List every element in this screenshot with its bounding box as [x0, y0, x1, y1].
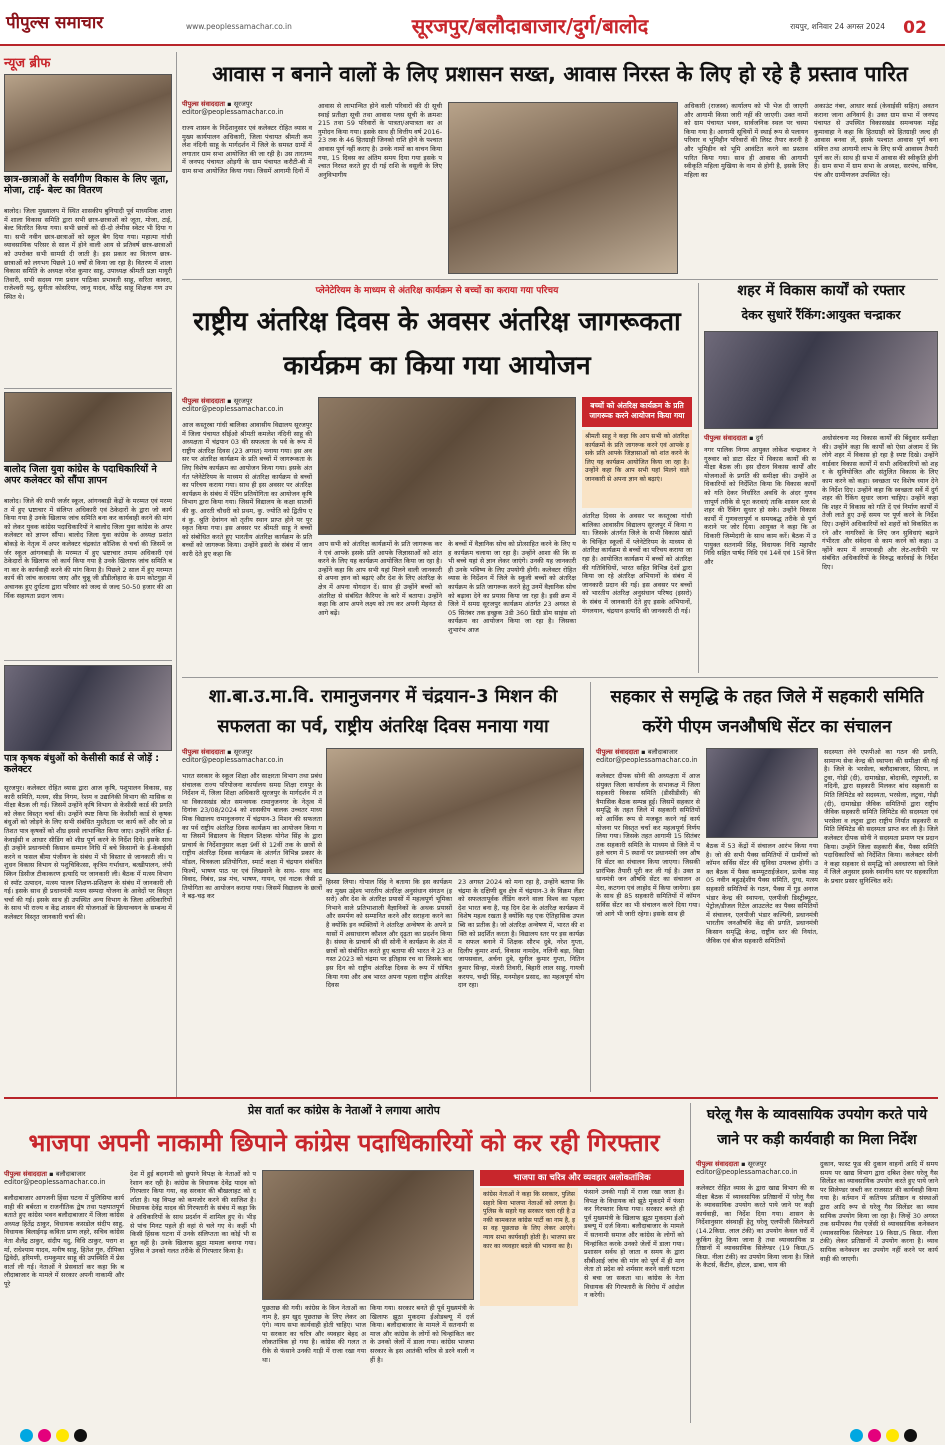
- space-byline: पीपुल्स संवाददाता ▪ सूरजपुर editor@peoplessamachar.co.in: [182, 397, 284, 413]
- brief-1-body: बालोद। जिला मुख्यालय में स्थित शासकीय बुनियादी पूर्व माध्यमिक शाला में शाला विकास समिति द्वारा सभी छात्र-छात्राओं को जूता, मोजा, टाई, बेल्ट वितरित किया गया। सभी छात्रों को दी-दो लेमीस स्वेटर भी दिया गया। सभी नवीन छात्र-छात्राओं को स्कूल बैग दिया गया। महात्मा गांधी व्यावसायिक परिसर से साल में होने वाली आय से प्रतिवर्ष छात्र-छात्राओं को उपरोक्त सभी सामग्री दी जाती है। इस प्रकार का वितरण छात्र-छात्राओं को लगभग पिछले 10 वर्षों से किया जा रहा है। वितरण में शाला विकास समिति के अध्यक्ष नरेश कुमार साहू, उपाध्यक्ष श्रीमती प्रज्ञा मायुरी तिवारी, सभी सदस्य गण प्रधान पाठिका प्रभावती साहू, सरिता कावरा, राजेश्वरी यदु, सुनीता कोसरिया, जानू यादव, थौरेंद्र साहू शिक्षक गण उपस्थित थे।: [4, 207, 175, 301]
- collector-meeting-photo: [4, 665, 172, 751]
- congress-headline: भाजपा अपनी नाकामी छिपाने कांग्रेस पदाधिकारियों को कर रही गिरफ्तार: [28, 1129, 660, 1157]
- column-divider: [590, 682, 591, 1092]
- gas-col-1: कलेक्टर रोहित व्यास के द्वारा खाद्य विभाग की समीक्षा बैठक में व्यावसायिक प्रतिष्ठानों में घरेलू गैस के व्यावसायिक उपयोग करते पाये जाने पर कड़ी कार्यवाही, का निर्देश दिया गया। शासन के निर्देशानुसार संस्थाहीं हेतु घरेलू एलपीजी सिलेण्डरों (14.2किग्रा. लाल टंकी) का उपयोग केवल घरों में कुकिंग हेतु किया जाना है तथा व्यावसायिक प्रतिष्ठानों में व्यावसायिक सिलेण्डर (19 किग्रा./5 किग्रा. नीला टंकी) का उपयोग किया जाना है। जिले के कैटर्स, कैंटीन, होटल, ढाबा, चाय की: [696, 1184, 817, 1270]
- brief-3-headline: पात्र कृषक बंधुओं को केसीसी कार्ड से जोड़ें : कलेक्टर: [4, 753, 160, 775]
- space-box-body: श्रीमती साहू ने कहा कि आप सभी को अंतरिक्ष कार्यक्रमों के प्रति जागरूक करने एवं आपके इसके प्रति आपके जिज्ञासाओं को शांत करने के लिए यह कार्यक्रम आयोजित किया जा रहा है। उन्होंने कहा कि आप सभी यहां मिलने वाले जानकारी से अपना ज्ञान को बढ़ाएं।: [582, 430, 692, 508]
- brief-3-body: सूरजपुर। कलेक्टर रोहित व्यास द्वारा आज कृषि, पशुपालन विकास, सहकारी समिति, मत्स्य, सीड निगम, रेशम व उद्यानिकी विभाग की मासिक समीक्षा बैठक ली गई। जिसमें उन्होंने कृषि विभाग से केसीसी कार्ड की प्रगति को लेकर विस्तृत चर्चा की। उन्होंने स्पष्ट किया कि केसीसी कार्ड से कृषक बंधुओं को जोड़ने के लिए सभी संबंधित मुस्तैदता पर कार्य करें और जो प्रतिशत पात्र कृषकों को शीघ्र इससे लाभान्वित किया जाए। उन्होंने लंबित ई-केवाईसी व आधार सीडिंग को शीघ्र पूर्ण करने के निर्देश दिये। इसके साथ ही उन्होंने प्रधानमंत्री किसान सम्मान निधि में बचे किसानों के ई-केवाईसी करने व फसल बीमा पंजीयन के संबंध में भी विस्तार से जानकारी ली। पशुधन विकास विभाग से पशुचिकित्सा, कृत्रिम गर्भाधान, बत्खीपालन, लंपी स्किन डिसीज टीकाकरण इत्यादि पर जानकारी ली। बैठक में मत्स्य विभाग से स्पॉट उत्पादन, मत्स्य पालन शिक्षण-प्रशिक्षण के संबंध में जानकारी ली गई। इसके साथ ही प्रधानमंत्री मत्स्य सम्पदा योजना के आवेदों पर विस्तृत चर्चा की गई। इसके साथ ही उपस्थित अन्य विभाग के जिला अधिकारियों के साथ भी राज्य व केंद्र शासन की योजनाओं के क्रियान्वयन के सम्बन्ध में कलेक्टर विस्तृत जानकारी चर्चा की।: [4, 784, 175, 921]
- space-col-3: के बच्चों में वैज्ञानिक सोच को प्रोत्साहित करने के लिए यह कार्यक्रम चलाया जा रहा है। उन्होंने आशा की कि सभी बच्चे यहां से ज्ञान लेकर जाएंगे। उनकी यह जानकारी ही उनके भविष्य के लिए उपयोगी होगी। कलेक्टर रोहित व्यास के निर्देशन में जिले के स्कूली बच्चों को अंतरिक्ष कार्यक्रम के प्रति जागरूक करने हेतु उनमें वैज्ञानिक सोच को बढ़ावा देने का प्रयास किया जा रहा है। इसी क्रम में जिले में समग्र सूरजपुर कार्यक्रम अंतर्गत 23 अगस्त से 05 सितंबर तक इच्छुक 3डी 360 डिग्री डोम साइंस शो कार्यक्रम का आयोजन किया जा रहा है। जिसका शुभारंभ आज: [448, 540, 579, 634]
- black-registration-mark: [74, 1429, 87, 1442]
- chandrayaan-byline: पीपुल्स संवाददाता ▪ सूरजपुर editor@peoplessamachar.co.in: [182, 748, 284, 764]
- gas-headline: घरेलू गैस के व्यावसायिक उपयोग करते पाये जाने पर कड़ी कार्यवाही का मिला निर्देश: [706, 1107, 928, 1148]
- congress-col-5: फंसाने उनकी गाड़ी में राजा रखा जाता है। विपक्ष के विधायक को झूठे मुकदमे में फंसा कर गिरफ्तार किया गया। सरकार बनते ही पूर्व मुख्यमंत्री के खिलाफ झूठा मुकदमा ईओडब्ल्यू में दर्ज किया। बलौदाबाजार के मामले में सतनामी समाज और कांग्रेस के लोगों को चिन्हांकित करके उनको जेलों में डाला गया। प्रशासन सर्वथ हो जाता व समय के द्वारा सीबीआई जांच की मांग को पूर्ण में ही मान लेता तो प्रदेश को शर्मसार करने वाली घटना से बचा जा सकता था। कांग्रेस के नेता विधायक की गिरफ्तारी के विरोध में आंदोलन करेगी।: [584, 1188, 687, 1300]
- congress-col-2: देश में हुई बदनामी को छुपाने विपक्ष के नेताओं को परेशान कर रही है। कांग्रेस के विधायक देवेंद्र यादव को गिरफ्तार किया गया, वह सरकार की बौखलाहट को दर्शाता है। यह विपक्ष को कमजोर करने की साजिश है। विधायक देवेंद्र यादव की गिरफ्तारी के संबंध में कहा कि वे अधिकारियों के साथ प्रदर्शन में शामिल हुए थे। भीड़ से पांच मिनट पहले ही वहां से चले गए थे। कहीं भी किसी हिंसक घटना में उनके संलिप्तता का कोई भी सबूत नहीं है। उनके खिलाफ झूठा मामला बनाया गया। पुलिस ने उनको गलत तरीके से गिरफ्तार किया है।: [130, 1170, 259, 1256]
- column-divider: [176, 52, 177, 1097]
- edition-cities: सूरजपुर/बलौदाबाजार/दुर्ग/बालोद: [411, 14, 649, 38]
- page-number: 02: [903, 18, 927, 38]
- city-col-2: अधोसंरचना मद विकास कार्यों की बिंदुवार समीक्षा की। उन्होंने कहा कि कार्यों को ऐसा अंजाम दें कि लोगे शहर में विकास हो रहा है स्पष्ट दिखे। उन्होंने वार्डवार विकास कार्यों में सभी अधिकारियों को शहर के सुनियोजित और संतुलित विकास के लिए काम करने को कहा। स्वच्छता पर विशेष ध्यान देने के निर्देश दिए। उन्होंने कहा कि स्वच्छता सर्वे में दुर्ग शहर की रैंकिंग सुधार जाना चाहिए। उन्होंने कहा कि शहर में विकास को गति दें एवं निर्माण कार्यों में तेजी लाते हुए उन्हें समय पर पूर्ण करने के निर्देश दिए। उन्होंने अधिकारियों को शहरों को विकसित करने और नागरिकों के लिए जन सुविधाएं बढ़ाने गंभीरता और संवेदना से काम करने को कहा। उन्होंने काम में लापरवाही और लेट-लतीफी पर संबंधित अधिकारियों के विरुद्ध कार्रवाई के निर्देश दिए।: [822, 434, 941, 571]
- congress-byline: पीपुल्स संवाददाता ▪ बलौदाबाजार editor@peoplessamachar.co.in: [4, 1170, 106, 1186]
- yellow-registration-mark: [56, 1429, 69, 1442]
- divider: [4, 388, 172, 389]
- cooperative-col-3: सदस्यता लेने एफपीओ का गठन की प्रगति, सामान्य सेवा केन्द्र की स्थापना की समीक्षा की गई है। जिले के भरसेला, बलौदाबाजार, सिरपा, लटुवा, गोढ़ी (दी), दामाखेड़ा, बोदाकी, रघुपाली, सनदिनी, द्वारा सहकारी मिलकर बांध सहकारी समिति लिमिटेड को सदस्यता, भरसेला, लटुवा, गोढ़ी (दी), दामाखेड़ा जैविक समितियों द्वारा राष्ट्रीय जैविक सहकारी समिति लिमिटेड की सदस्यता एवं भरसेला व लटुवा द्वारा राष्ट्रीय निर्यात सहकारी समिति लिमिटेड की सदस्यता प्राप्त कर ली है। जिले कलेक्टर दीपक सोनी ने सदस्यता प्रमाण पत्र प्रदान किया। उन्होंने जिला सहकारी बैंक, पैक्स समिति पदाधिकारियों को निर्देशित किया। कलेक्टर सोनी ने कहा सहकार से समृद्धि को अवधारणा को जिले में जिले अनुसार इसके स्थानीय स्तर पर सहकारिता के प्रचार प्रसार सुनिश्चित करें।: [824, 748, 941, 885]
- column-divider: [698, 283, 699, 673]
- congress-col-1: बलौदाबाजार आगजनी हिंसा घटना में पुलिसिया कार्यवाही की बर्बरता व राजनीतिक द्वेष तथा पक्षपातपूर्ण बताते हुए कांग्रेस भवन बलौदाबाजार में जिला कांग्रेस अध्यक्ष हितेंद्र ठाकुर, विधायक कसडोल संदीप साहू, विधायक बिलाईगढ़ कविता प्राण लहरे, सचिव कांग्रेस नेता शैलेंद्र ठाकुर, संदीप यदु, विधि ठाकुर, पराग शर्मा, राधेश्याम यादव, मनीष साहू, हितेश गुरु, दीपिका द्विवेदी, हरिमणी, रामकुमार साहू की उपस्थिति में प्रेस वार्ता ली गई। नेताओं ने प्रेसवार्ता कर कहा कि बलौदाबाजार के मामले में सरकार अपनी नाकामी और पूरे: [4, 1194, 127, 1288]
- cooperative-headline: सहकार से समृद्धि के तहत जिले में सहकारी समिति करेंगे पीएम जनऔषधि सेंटर का संचालन: [610, 687, 924, 737]
- website-url: www.peoplessamachar.co.in: [186, 22, 292, 31]
- chandrayaan-col-2: हिस्सा लिया। गोपाल सिंह ने बताया कि इस कार्यक्रम का मुख्य उद्देश्य भारतीय अंतरिक्ष अनुसंधान संगठन (इसरो) और देश के अंतरिक्ष प्रयासों में महत्वपूर्ण भूमिका निभाने वाले प्रतिभाशाली वैज्ञानिकों के अथक प्रयासों और समर्पण को सम्मानित करने और सराहना करने का है क्योंकि इन व्यक्तियों ने अंतरिक्ष अन्वेषण के अपने प्रयासों में असाधारण कौशल और दृढ़ता का प्रदर्शन किया है। संस्था के प्राचार्य श्री सी सोनी ने कार्यक्रम के अंत में छात्रों को संबोधित करते हुए बताया की भारत ने 23 अगस्त 2023 को चंद्रमा पर इतिहास रच था जिसके बाद इस दिन को राष्ट्रीय अंतरिक्ष दिवस के रूप में घोषित किया गया और अब भारत अपना पहला राष्ट्रीय अंतरिक्ष दिवस: [326, 878, 455, 990]
- congress-col-3: पूछताछ की गयी। कांग्रेस के किन नेताओं का नाम है, हम खुद पूछताछ के लिए लेकर आएंगे। न्याय सभा कार्यवाही होती चाहिए। भाजपा सरकार का चरित्र और व्यवहार बेहद अलोकतांत्रिक हो गया है। कांग्रेस की गलत तरीके से फंसाने उनकी गाड़ी में राजा रखा गया था।: [262, 1304, 369, 1364]
- awas-headline: आवास न बनाने वालों के लिए प्रशासन सख्त, आवास निरस्त के लिए हो रहे है प्रस्ताव पारित: [212, 62, 908, 86]
- space-headline: राष्ट्रीय अंतरिक्ष दिवस के अवसर अंतरिक्ष जागरूकता कार्यक्रम का किया गया आयोजन: [193, 307, 681, 381]
- awas-col-1: राज्य शासन के निर्देशानुसार एवं कलेक्टर रोहित व्यास व मुख्य कार्यपालन अधिकारी, जिला पंचायत श्रीमती कमलेश नंदिनी साहू के मार्गदर्शन में जिले के समस्त ग्रामों में लगातार ग्राम सभा आयोजित की जा रही है। उस तारतम्य में जनपद पंचायत ओड़गी के ग्राम पंचायत करौटी-बी में ग्राम सभा आयोजित किया गया। जिसमें आगामी दिनों में: [182, 124, 315, 175]
- divider: [4, 660, 172, 661]
- brief-2-body: बालोद। जिले की सभी जर्जर स्कूल, आंगनबाड़ी केंद्रों के मरम्मत एवं मरम्मत में हुए भ्रष्टाचार में संलिप्त अधिकारी एवं ठेकेदारों के द्वारा जो कार्य किया गया है उनके खिलाफ जांच समिति बना कर कार्यवाही करने की मांग को लेकर युवक कांग्रेस पदाधिकारियों ने बालोद जिला युवा कांग्रेस के अपर कलेक्टर को ज्ञापन सौंपा। बालोद जिला युवा कांग्रेस के अध्यक्ष प्रशांत बोकड़े के नेतृत्व में अपर कलेक्टर चंद्रकांत कौशिक से चर्चा की जिसमें जर्जर स्कूल आंगनबाड़ी के मरम्मत में हुए भ्रष्टाचार तमाम अधिकारी एवं ठेकेदारों के खिलाफ जो कार्य किया गया है उनके खिलाफ जांच समिति बना कर के कार्यवाही करने की मांग किया है। पिछले 2 साल में हुए मरम्मत कार्य की जांच करवाया जाए और चुन्नू जी डौंडीलोहारा के ग्राम कोटगुड़ा में अचानक हुए दुर्घटना द्वारा परिवार को जल्द से जल्द 50-50 हजार की आर्थिक सहायता प्रदान जाय।: [4, 497, 175, 600]
- cyan-registration-mark: [20, 1429, 33, 1442]
- cooperative-byline: पीपुल्स संवाददाता ▪ बलौदाबाजार editor@peoplessamachar.co.in: [596, 748, 698, 764]
- brief-1-headline: छात्र-छात्राओं के सर्वांगीण विकास के लिए जूता, मोजा, टाई- बेल्ट का वितरण: [4, 174, 169, 196]
- space-col-1: आज कस्तूरबा गांधी बालिका आवासीय विद्यालय सूरजपुर में जिला पंचायत सीईओ श्रीमती कमलेश नंदिनी साहू की अध्यक्षता में चंद्रयान 03 की सफलता के पर्व के रूप में राष्ट्रीय अंतरिक्ष दिवस (23 अगस्त) मनाया गया। इस अवसर पर अंतरिक्ष कार्यक्रम के प्रति बच्चों में जागरूकता के लिए विशेष कार्यक्रम का आयोजन किया गया। इसके अंतर्गत प्लेनेटेरियम के माध्यम से अंतरिक्ष कार्यक्रम से बच्चों का परिचय कराया गया। साथ ही इस अवसर पर अंतरिक्ष कार्यक्रम के संबंध में पेंटिंग प्रतियोगिता का आयोजन कृषि विभाग द्वारा किया गया। जिसमें विद्यालय के कक्षा सातवीं की कु. आरती चौधरी को प्रथम, कु. ज्योति को द्वितीय एवं कु. श्रुति देवांगन को तृतीय स्थान प्राप्त होने पर पुरस्कृत किया गया। इस अवसर पर श्रीमती साहू ने बच्चों को संबोधित करते हुए भारतीय अंतरिक्ष कार्यक्रम के प्रति बच्चों को जागरूक किया। उन्होंने इसरो के संबंध में जानकारी देते हुए कहा कि: [182, 421, 315, 558]
- cooperative-col-2: बैठक में 53 केंद्रों में संचालन आरंभ किया गया है। जो की सभी पैक्स समितियों में ग्रामीणों को कॉमन सर्विस सेंटर की सुविधा उपलब्ध होगी। उक्त बैठक में पैक्स कम्प्यूटराईजेशन, प्रत्येक माह 05 नवीन बहुउद्देशीय पैक्स समिति, दुग्ध, मत्स्य सहकारी समितियों के गठन, पैक्स में गुड़ अनाज भंडार केन्द्र की स्थापना, एलपीजी डिस्ट्रीब्यूटर, पेट्रोल/डीजल रिटेल आउटलेट का पैक्स समितियों में संचालन, एलपीजी भंडार कल्पिनी, प्रधानमंत्री भारतीय जनऔषधि केंद्र की प्रगति, प्रधानमंत्री किसान समृद्धि केन्द्र, राष्ट्रीय स्तर की नियांत, जैविक एवं बीज सहकारी समितियों: [706, 842, 821, 945]
- space-col-4: अंतरिक्ष दिवस के अवसर पर कस्तूरबा गांधी बालिका आवासीय विद्यालय सूरजपुर में किया गया। जिसके अंतर्गत जिले के सभी विकास खंडों के चिन्हित स्कूलों में प्लेनेटेरियम के माध्यम से अंतरिक्ष कार्यक्रम से बच्चों का परिचय कराया जा रहा है। आयोजित कार्यक्रम में बच्चों को अंतरिक्ष की गतिविधियों, भारत सहित विभिन्न देशों द्वारा किया जा रहे अंतरिक्ष अभियानों के संबंध में जानकारी प्रदान की गई। इस अवसर पर बच्चों को भारतीय अंतरिक्ष अनुसंधान परिषद (इसरो) के संबंध में जानकारी देते हुए इसके अभियानों, मंगलयान, चंद्रयान इत्यादि की जानकारी दी गई।: [582, 512, 695, 615]
- school-distribution-photo: [4, 74, 172, 172]
- cooperative-col-1: कलेक्टर दीपक सोनी की अध्यक्षता में आज संयुक्त जिला कार्यालय के सभाकक्ष में जिला सहकारी विकास समिति (डीसीडीसी) की त्रैमासिक बैठक सम्पन्न हुई। जिसमें सहकार से समृद्धि के तहत जिले में सहकारी समितियों को आर्थिक रूप से मजबूत करने नई कार्ययोजना पर विस्तृत चर्चा कर महत्वपूर्ण निर्णय लिया गया। जिसके तहत आगामी 15 सितंबर तक सहकारी समिति के माध्यम से जिले में पहले चरण में 5 स्थानों पर प्रधानमंत्री जन औषधि सेंटर का संचालन किया जाएगा। जिसकी प्रारंभिक तैयारी पूरी कर ली गई है। उक्त प्रधानमंत्री जन औषधि सेंटर का संचालन अमेरा, कटगना एवं लाहोद में किया जायेगा। इसके साथ ही 85 सहकारी समितियों में कॉमन सर्विस सेंटर का भी संचालन करने दिया गया। जो आगे भी जारी रहेगा। इसके साथ ही: [596, 772, 703, 918]
- black-registration-mark: [904, 1429, 917, 1442]
- city-review-meeting-photo: [704, 331, 938, 429]
- chandrayaan-headline: शा.बा.उ.मा.वि. रामानुजनगर में चंद्रयान-3 मिशन की सफलता का पर्व, राष्ट्रीय अंतरिक्ष दिवस मनाया गया: [208, 686, 558, 737]
- congress-box-headline: भाजपा का चरित्र और व्यवहार अलोकतांत्रिक: [480, 1170, 684, 1186]
- space-kicker: प्लेनेटेरियम के माध्यम से अंतरिक्ष कार्यक्रम से बच्चों का कराया गया परिचय: [315, 286, 559, 296]
- awas-col-2: आवास से लाभान्वित होने वाली परिवारों की दी सूची स्थाई प्रतीक्षा सूची तथा आवास प्लस सूची के क्रमशः 215 तथा 59 परिवारों के पात्रता/अपात्रता का अनुमोदन किया गया। इसके साथ ही वित्तीय वर्ष 2016-23 तक के 46 हितग्राही जिनको राशि होने के पश्चात आवास पूर्ण नहीं कराए है। उनके नामों का वाचन किया गया, 15 दिवस का अंतिम समय दिया गया इसके पश्चात निरस्त करते हुए दी गई राशि के वसूली के लिए अनुविभागीय: [318, 102, 445, 179]
- brief-2-headline: बालोद जिला युवा कांग्रेस के पदाधिकारियों ने अपर कलेक्टर को सौंपा ज्ञापन: [4, 464, 157, 486]
- column-divider: [690, 1103, 691, 1423]
- city-byline: पीपुल्स संवाददाता ▪ दुर्ग: [704, 434, 763, 442]
- masthead: [0, 0, 945, 46]
- awas-byline: पीपुल्स संवाददाता ▪ सूरजपुर editor@peoplessamachar.co.in: [182, 100, 284, 116]
- cyan-registration-mark: [850, 1429, 863, 1442]
- divider: [182, 279, 938, 280]
- yellow-registration-mark: [886, 1429, 899, 1442]
- awas-col-3: अधिकारी (राजस्व) कार्यालय को भी भेज दी जाएगी और आगामी किसा जारी नहीं की जाएगी। उक्त नामों को ग्राम पंचायत भवन, सार्वजनिक स्थल पर चस्पा किया गया है। आगामी सूचियों में स्थाई रूप से पलायन परिवार व भूमिहीन परिवारों की लिस्ट तैयार करनी है और भूमिहीन को भूमि आवंटित करने का प्रस्ताव पारित किया गया। साथ ही आवास की आगामी स्वीकृति महिला मुखिया के नाम से होगी है, इसके लिए महिला का: [684, 102, 811, 179]
- print-registration-strip: [0, 1425, 945, 1445]
- gram-sabha-photo: [448, 102, 678, 274]
- divider: [182, 677, 938, 678]
- chandrayaan-col-3: 23 अगस्त 2024 को मना रहा है, उन्होंने बताया कि चंद्रमा के दक्षिणी ध्रुव क्षेत्र में चंद्रयान-3 के विक्रम लैंडर को सफलतापूर्वक लैंडिंग करने वाला विश्व का पहला देश भारत बना है, यह दिन देश के अंतरिक्ष कार्यक्रम में विशेष महत्व रखता है क्योंकि यह एक ऐतिहासिक उपलब्धि का प्रतीक है। जो अंतरिक्ष अन्वेषण में, भारत की शक्ति को प्रदर्शित करता है। विद्यालय स्तर पर इस कार्यक्रम सफल बनाने में शिक्षक सौरभ दुबे, नरेश गुप्ता, दिलीप कुमार शर्मा, विकास नामदेव, नलिनी बड़ा, विद्या जायसवाल, अर्चना दुबे, सुनील कुमार गुप्ता, नितिन कुमार सिन्हा, मंजरी तिवारी, बिहारी लाल साहू, गायत्री करयप, चन्द्री सिंह, मनमोहन प्रसाद, का महत्वपूर्ण योगदान रहा।: [458, 878, 587, 990]
- city-col-1: नगर पालिक निगम आयुक्त लोकेश चन्द्राकर ने गुरुवार को डाटा सेंटर में विकास कार्यों की समीक्षा बैठक ली। इस दौरान विकास कार्यों और योजनाओं के प्रगति की समीक्षा की। उन्होंने अधिकारियों को निर्देशित किया कि विकास कार्यों को गति देकर निर्धारित अवधि के अंदर गुणवत्तापूर्ण तरीके से पूरा करवाएं ताकि शासन स्तर से शहर की रैंकिंग सुधार हो सके। उन्होंने विकास कार्यों में गुणवत्तापूर्ण व समयबद्ध तरीके से पूर्ण कराने पर जोर दिया। आयुक्त ने कहा कि अधिकारी जिम्मेदारी के साथ काम करें। बैठक में उपायुक्त सतनामी सिंह, विधायक निधि महापौर निधि सहित पार्षद निधि एवं 14वें एवं 15वें वित्त और: [704, 446, 819, 566]
- city-headline-1: शहर में विकास कार्यों को रफ्तार: [737, 283, 905, 299]
- magenta-registration-mark: [868, 1429, 881, 1442]
- space-col-2: आप सभी को अंतरिक्ष कार्यक्रमों के प्रति जागरूक करने एवं आपके इसके प्रति आपके जिज्ञासाओं को शांत करने के लिए यह कार्यक्रम आयोजित किया जा रहा है। उन्होंने कहा कि आप सभी यहां मिलने वाली जानकारी से अपना ज्ञान को बढ़ाएं और देश के लिए अंतरिक्ष के क्षेत्र में अपना योगदान दें। साथ ही उन्होंने बच्चों को अंतरिक्ष से संबंधित कैरियर के बारे में बताया। उन्होंने कहा कि आप अपने लक्ष्य को तय कर अपनी मेहनत से आगे बढ़ें।: [318, 540, 445, 617]
- news-brief-label: न्यूज ब्रीफ: [4, 56, 51, 71]
- section-divider: [4, 1097, 938, 1099]
- chandrayaan-col-1: भारत सरकार के स्कूल शिक्षा और साक्षरता विभाग तथा प्रबंध संचालक राज्य परियोजना कार्यालय समग्र शिक्षा रायपुर के निर्देशन में, जिला शिक्षा अधिकारी सूरजपुर के मार्गदर्शन में तथा विकासखंड स्रोत समन्वयक रामानुजनगर के नेतृत्व में दिनांक 23/08/2024 को शासकीय बालक उच्चतर माध्यमिक विद्यालय रामानुजनगर में चंद्रयान-3 मिशन की सफलता का पर्व राष्ट्रीय अंतरिक्ष दिवस कार्यक्रम का आयोजन किया गया जिसमें विद्यालय के विज्ञान शिक्षक योगेश सिंह के द्वारा प्राचार्य के निर्देशानुसार कक्षा 9वीं से 12वीं तक के छात्रों से राष्ट्रीय अंतरिक्ष दिवस कार्यक्रम के अंतर्गत विभिन्न प्रकार के मॉडल, चित्रकला प्रतियोगिता, स्मार्ट कक्षा में चंद्रयान संबंधित फिल्में, भाषण पाठ पर एवं लिखवाने के साथ- साथ वाद विवाद, निबंध, प्रश्न मंच, भाषण, गायन, एवं नाटक जैसी प्रतियोगिता का आयोजन कराया गया। जिसमें विद्यालय के छात्रों ने बढ़-चढ़ कर: [182, 772, 325, 901]
- space-box-headline: बच्चों को अंतरिक्ष कार्यक्रम के प्रति जागरूक करने आयोजन किया गया: [582, 397, 692, 427]
- collector-portrait-photo: [706, 748, 818, 838]
- newspaper-logo: पीपुल्स समाचार: [6, 13, 104, 33]
- congress-memo-photo: [4, 392, 172, 462]
- congress-col-4: किया गया। सरकार बनते ही पूर्व मुख्यमंत्री के खिलाफ झूठा मुकदमा ईओडब्ल्यू में दर्ज किया। बलौदाबाजार के मामले में सतनामी समाज और कांग्रेस के लोगों को चिन्हांकित करके उनको जेलों में डाला गया। कांग्रेस भाजपा सरकार के इस आतंकी चरित्र से डरने वाली नहीं है।: [370, 1304, 477, 1364]
- press-conference-photo: [262, 1170, 474, 1300]
- gas-byline: पीपुल्स संवाददाता ▪ सूरजपुर editor@peoplessamachar.co.in: [696, 1160, 798, 1176]
- space-students-photo: [318, 397, 576, 535]
- congress-box-body: कांग्रेस नेताओं ने कहा कि सरकार, पुलिस सहारे बिना भाजपा नेताओं को लगता है। पुलिस के सहारे यह सरकार चला रही है उनकी कामकाज कांग्रेस पार्टी का नाम है, इस वह पूछताछ के लिए लेकर आएंगे। न्याय सभा कार्यवाही होती है। भाजपा सरकार का व्यवहार बदले की भावना का है।: [480, 1188, 578, 1306]
- city-headline-2: देकर सुधारें रैंकिंग:आयुक्त चन्द्राकर: [741, 307, 901, 322]
- congress-kicker: प्रेस वार्ता कर कांग्रेस के नेताओं ने लगाया आरोप: [248, 1104, 440, 1117]
- dateline: रायपुर, शनिवार 24 अगस्त 2024: [790, 22, 885, 31]
- gas-col-2: दुकान, फास्ट फूड की दुकान वाहनों आदि में समय समय पर खाद्य विभाग द्वारा दबिश देकर घरेलू गैस सिलेंडर का व्यावसायिक उपयोग करते हुए पाये जाने पर सिलेण्डर जब्ती कर राजसात की कार्यवाही किया गया है। वर्तमान में कतिपय प्रतिष्ठान व संस्थाओं द्वारा आदि रूप से घरेलू गैस सिलेंडर का व्यावसायिक उपयोग किया जा रहा है। जिन्हें 30 अगस्त तक समीपस्थ गैस एजेंसी से व्यावसायिक कनेक्शन (व्यावसायिक सिलेण्डर 19 किग्रा./5 किग्रा. नीला टंकी) लेकर प्रतिष्ठानों में उपयोग करना है। व्यावसायिक कनेक्शन का उपयोग नहीं करने पर कार्यवाही की जाएगी।: [820, 1160, 941, 1263]
- awas-col-4: अकाउंट नंबर, आधार कार्ड (केवाईसी सहित) अवतन कराना जाना अनिवार्य है। उक्त ग्राम सभा में जनपद पंचायत से उपस्थित विकासखंड समन्वयक महेंद्र कुमावाहा ने कहा कि हितग्राही को हितग्राही जल्द ही आवास बनवा लें, इसके पश्चात आवास पूर्ण बना संवित्त तथा आगामी लाभ के लिए सभी आवास्य तैयारी पूर्ण कर लें। साथ ही सभा में आवास की स्वीकृति होनी है। ग्राम सभा में ग्राम सभा के अध्यक्ष, सरपंच, सचिव, पंच और ग्रामीणजन उपस्थित रहे।: [814, 102, 941, 179]
- science-exhibition-photo: [326, 748, 584, 874]
- magenta-registration-mark: [38, 1429, 51, 1442]
